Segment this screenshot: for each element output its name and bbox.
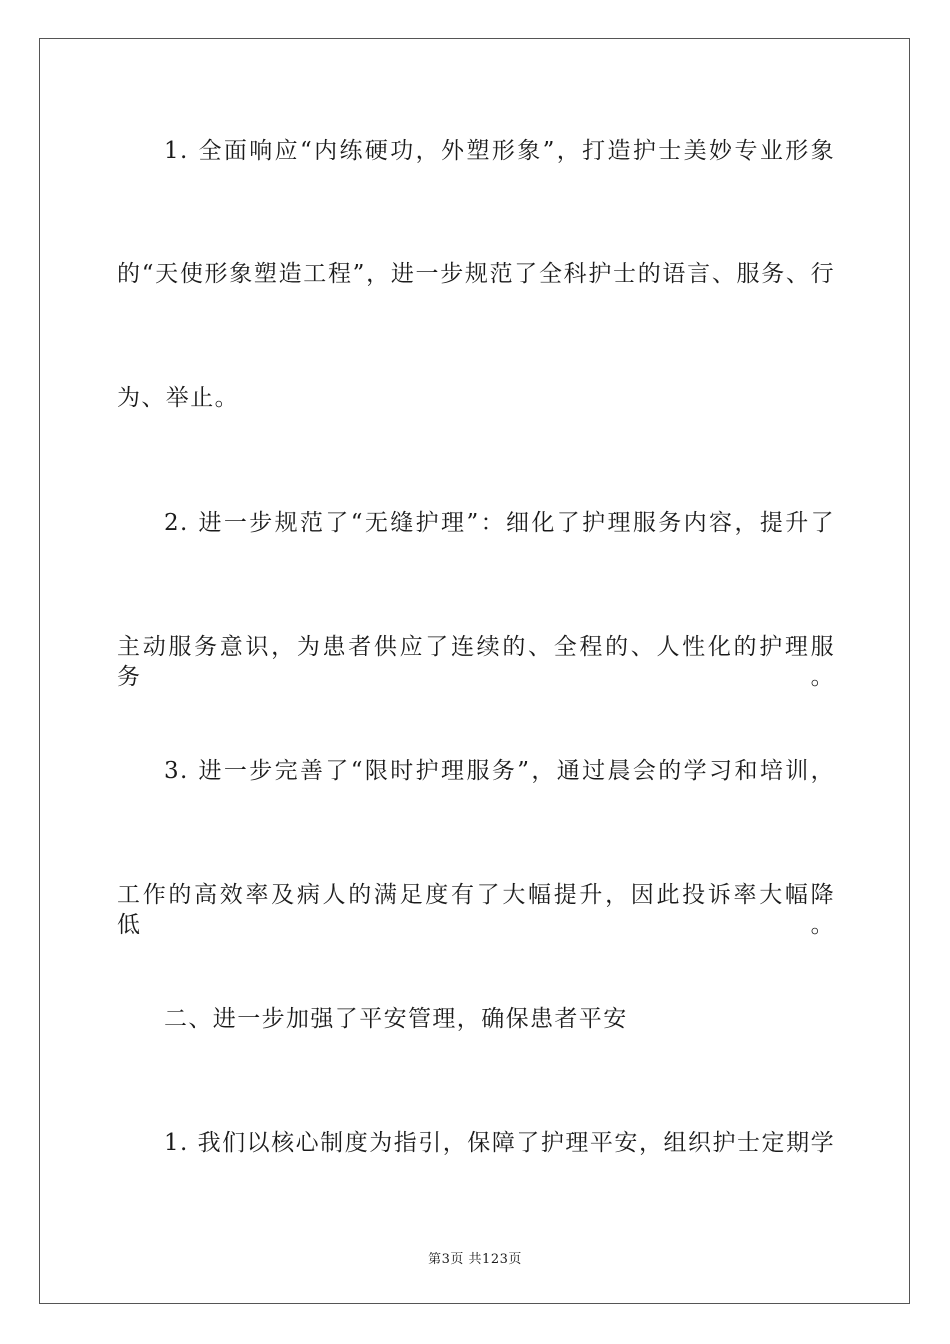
paragraph-line: 的“天使形象塑造工程”，进一步规范了全科护士的语言、服务、行 [117, 261, 835, 287]
paragraph-line: 1. 全面响应“内练硬功，外塑形象”，打造护士美妙专业形象 [164, 138, 835, 164]
page-number-footer: 第3页 共123页 [428, 1252, 522, 1267]
paragraph-line: 为、举止。 [117, 385, 239, 411]
paragraph-line: 主动服务意识，为患者供应了连续的、全程的、人性化的护理服务。 [117, 634, 835, 690]
section-heading: 二、进一步加强了平安管理，确保患者平安 [164, 1006, 628, 1032]
paragraph-line: 2. 进一步规范了“无缝护理”：细化了护理服务内容，提升了 [164, 510, 835, 536]
paragraph-line: 1. 我们以核心制度为指引，保障了护理平安，组织护士定期学 [164, 1130, 835, 1156]
paragraph-line: 工作的高效率及病人的满足度有了大幅提升，因此投诉率大幅降低。 [117, 882, 835, 938]
paragraph-line: 3. 进一步完善了“限时护理服务”，通过晨会的学习和培训， [164, 758, 835, 784]
